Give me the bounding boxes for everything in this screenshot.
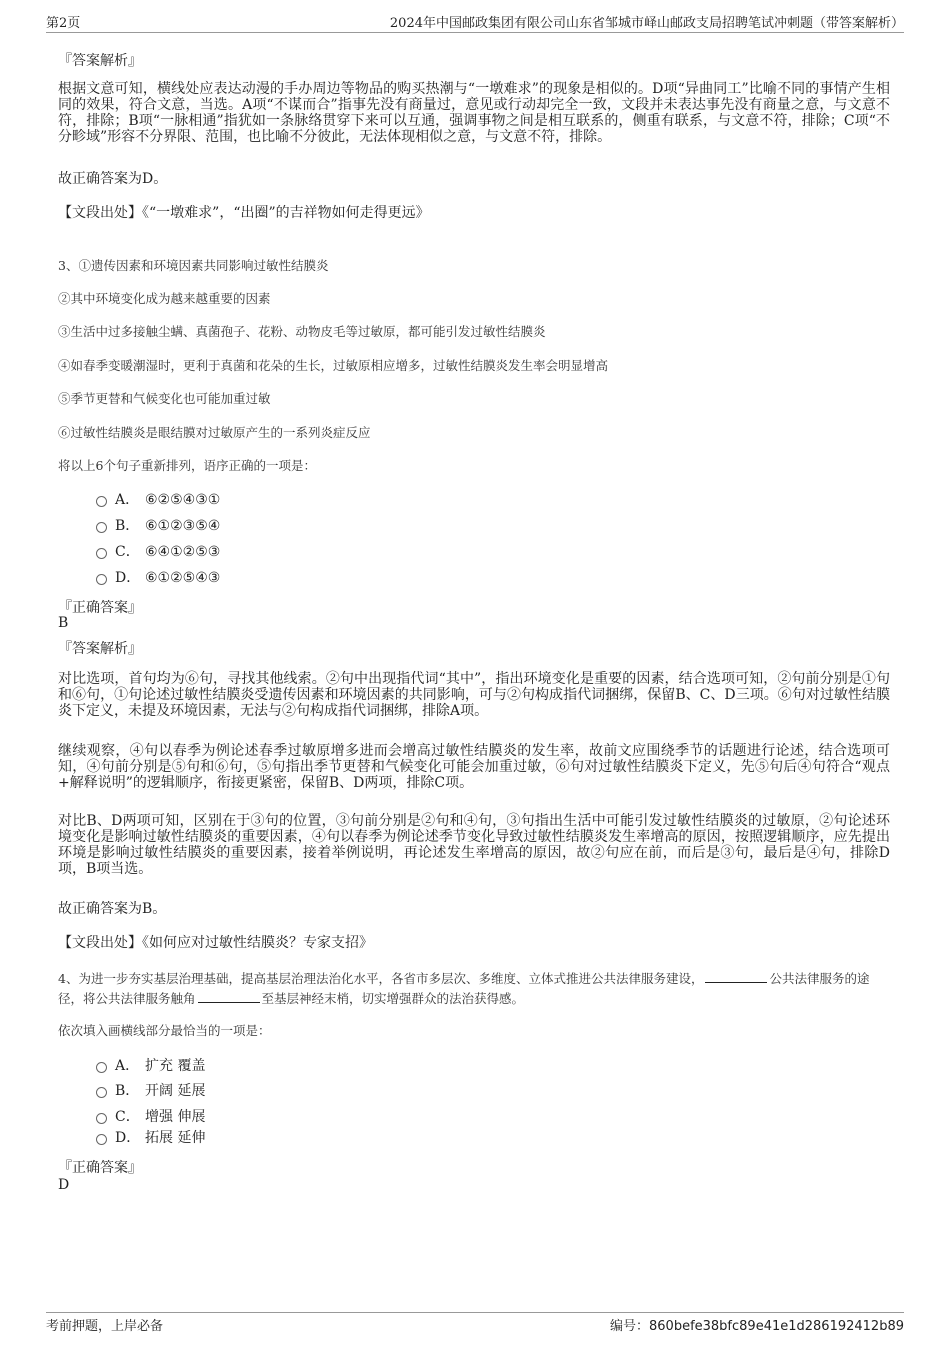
q4-question: 依次填入画横线部分最恰当的一项是： [58,1023,271,1038]
page-header [46,8,904,33]
q3-option-a[interactable]: A． ⑥②⑤④③① [96,490,220,510]
q4-option-c[interactable]: C． 增强 伸展 [96,1107,205,1127]
radio-icon[interactable] [96,548,107,559]
fill-blank-2 [198,990,260,1003]
q3-sentence-5: ⑤季节更替和气候变化也可能加重过敏 [58,391,271,406]
q4-option-b[interactable]: B． 开阔 延展 [96,1081,205,1101]
q3-source: 【文段出处】《如何应对过敏性结膜炎？专家支招》 [58,935,373,951]
q2-analysis-label: 『答案解析』 [58,53,142,69]
q3-sentence-1: 3、①遗传因素和环境因素共同影响过敏性结膜炎 [58,258,329,273]
q3-conclusion: 故正确答案为B。 [58,901,167,917]
fill-blank-1 [705,970,767,983]
footer-divider [46,1312,904,1314]
q3-analysis-p2: 继续观察，④句以春季为例论述春季过敏原增多进而会增高过敏性结膜炎的发生率，故前文应围绕季节的话题进行论述，结合选项可知，④句前分别是⑤句和⑥句，⑤句指出季节更替和气候变化可能会加重过敏，⑥句对过敏性结膜炎下定义，先⑤句后④句符合“观点+解释说明”的逻辑顺序，衔接更紧密，保留B、D两项，排除C项。 [58,743,890,791]
q4-answer: D [58,1177,70,1193]
q3-sentence-4: ④如春季变暖潮湿时，更利于真菌和花朵的生长，过敏原相应增多，过敏性结膜炎发生率会明显增高 [58,358,609,373]
q4-option-a[interactable]: A． 扩充 覆盖 [96,1056,205,1076]
footer-slogan: 考前押题，上岸必备 [46,1319,164,1334]
q3-question: 将以上6个句子重新排列，语序正确的一项是： [58,458,316,473]
q4-answer-label: 『正确答案』 [58,1160,142,1176]
q3-answer: B [58,615,69,631]
radio-icon[interactable] [96,496,107,507]
q3-analysis-p1: 对比选项，首句均为⑥句，寻找其他线索。②句中出现指代词“其中”，指出环境变化是重要的因素，结合选项可知，②句前分别是①句和⑥句，①句论述过敏性结膜炎受遗传因素和环境因素的共同影响，可与②句构成指代词捆绑，保留B、C、D三项。⑥句对过敏性结膜炎下定义，未提及环境因素，无法与②句构成指代词捆绑，排除A项。 [58,671,890,719]
q3-answer-label: 『正确答案』 [58,600,142,616]
q2-analysis-text: 根据文意可知，横线处应表达动漫的手办周边等物品的购买热潮与“一墩难求”的现象是相似的。D项“异曲同工”比喻不同的事情产生相同的效果，符合文意，当选。A项“不谋而合”指事先没有商量过，意见或行动却完全一致，文段并未表达事先没有商量之意，与文意不符，排除；B项“一脉相通”指犹如一条脉络贯穿下来可以互通，强调事物之间是相互联系的，侧重有联系，与文意不符，排除；C项“不分畛域”形容不分界限、范围，也比喻不分彼此，无法体现相似之意，与文意不符，排除。 [58,81,890,145]
radio-icon[interactable] [96,1062,107,1073]
q3-analysis-p3: 对比B、D两项可知，区别在于③句的位置，③句前分别是②句和④句，③句指出生活中可能引发过敏性结膜炎的过敏原，②句论述环境变化是影响过敏性结膜炎的重要因素，④句以春季为例论述季节变化导致过敏性结膜炎发生率增高的原因，按照逻辑顺序，应先提出环境是影响过敏性结膜炎的重要因素，接着举例说明，再论述发生率增高的原因，故②句应在前，而后是③句，最后是④句，排除D项，B项当选。 [58,813,890,877]
q2-source: 【文段出处】《“一墩难求”，“出圈”的吉祥物如何走得更远》 [58,205,430,221]
radio-icon[interactable] [96,1134,107,1145]
q4-stem: 4、为进一步夯实基层治理基础，提高基层治理法治化水平，各省市多层次、多维度、立体式推进公共法律服务建设， 公共法律服务的途径，将公共法律服务触角 至基层神经末梢，切实增强群众的法治获得感。 [58,971,870,1006]
q3-sentence-6: ⑥过敏性结膜炎是眼结膜对过敏原产生的一系列炎症反应 [58,425,371,440]
q3-sentence-3: ③生活中过多接触尘螨、真菌孢子、花粉、动物皮毛等过敏原，都可能引发过敏性结膜炎 [58,324,546,339]
q3-option-d[interactable]: D． ⑥①②⑤④③ [96,568,220,588]
document-title: 2024年中国邮政集团有限公司山东省邹城市峄山邮政支局招聘笔试冲刺题（带答案解析） [389,16,904,31]
q3-sentence-2: ②其中环境变化成为越来越重要的因素 [58,291,271,306]
footer-code: 编号：860befe38bfc89e41e1d286192412b89 [609,1319,904,1334]
radio-icon[interactable] [96,1087,107,1098]
q3-option-b[interactable]: B． ⑥①②③⑤④ [96,516,220,536]
q3-analysis-label: 『答案解析』 [58,641,142,657]
radio-icon[interactable] [96,574,107,585]
q2-conclusion: 故正确答案为D。 [58,171,168,187]
page-number: 第2页 [46,16,81,31]
q4-option-d[interactable]: D． 拓展 延伸 [96,1128,205,1148]
radio-icon[interactable] [96,1113,107,1124]
q3-option-c[interactable]: C． ⑥④①②⑤③ [96,542,220,562]
radio-icon[interactable] [96,522,107,533]
